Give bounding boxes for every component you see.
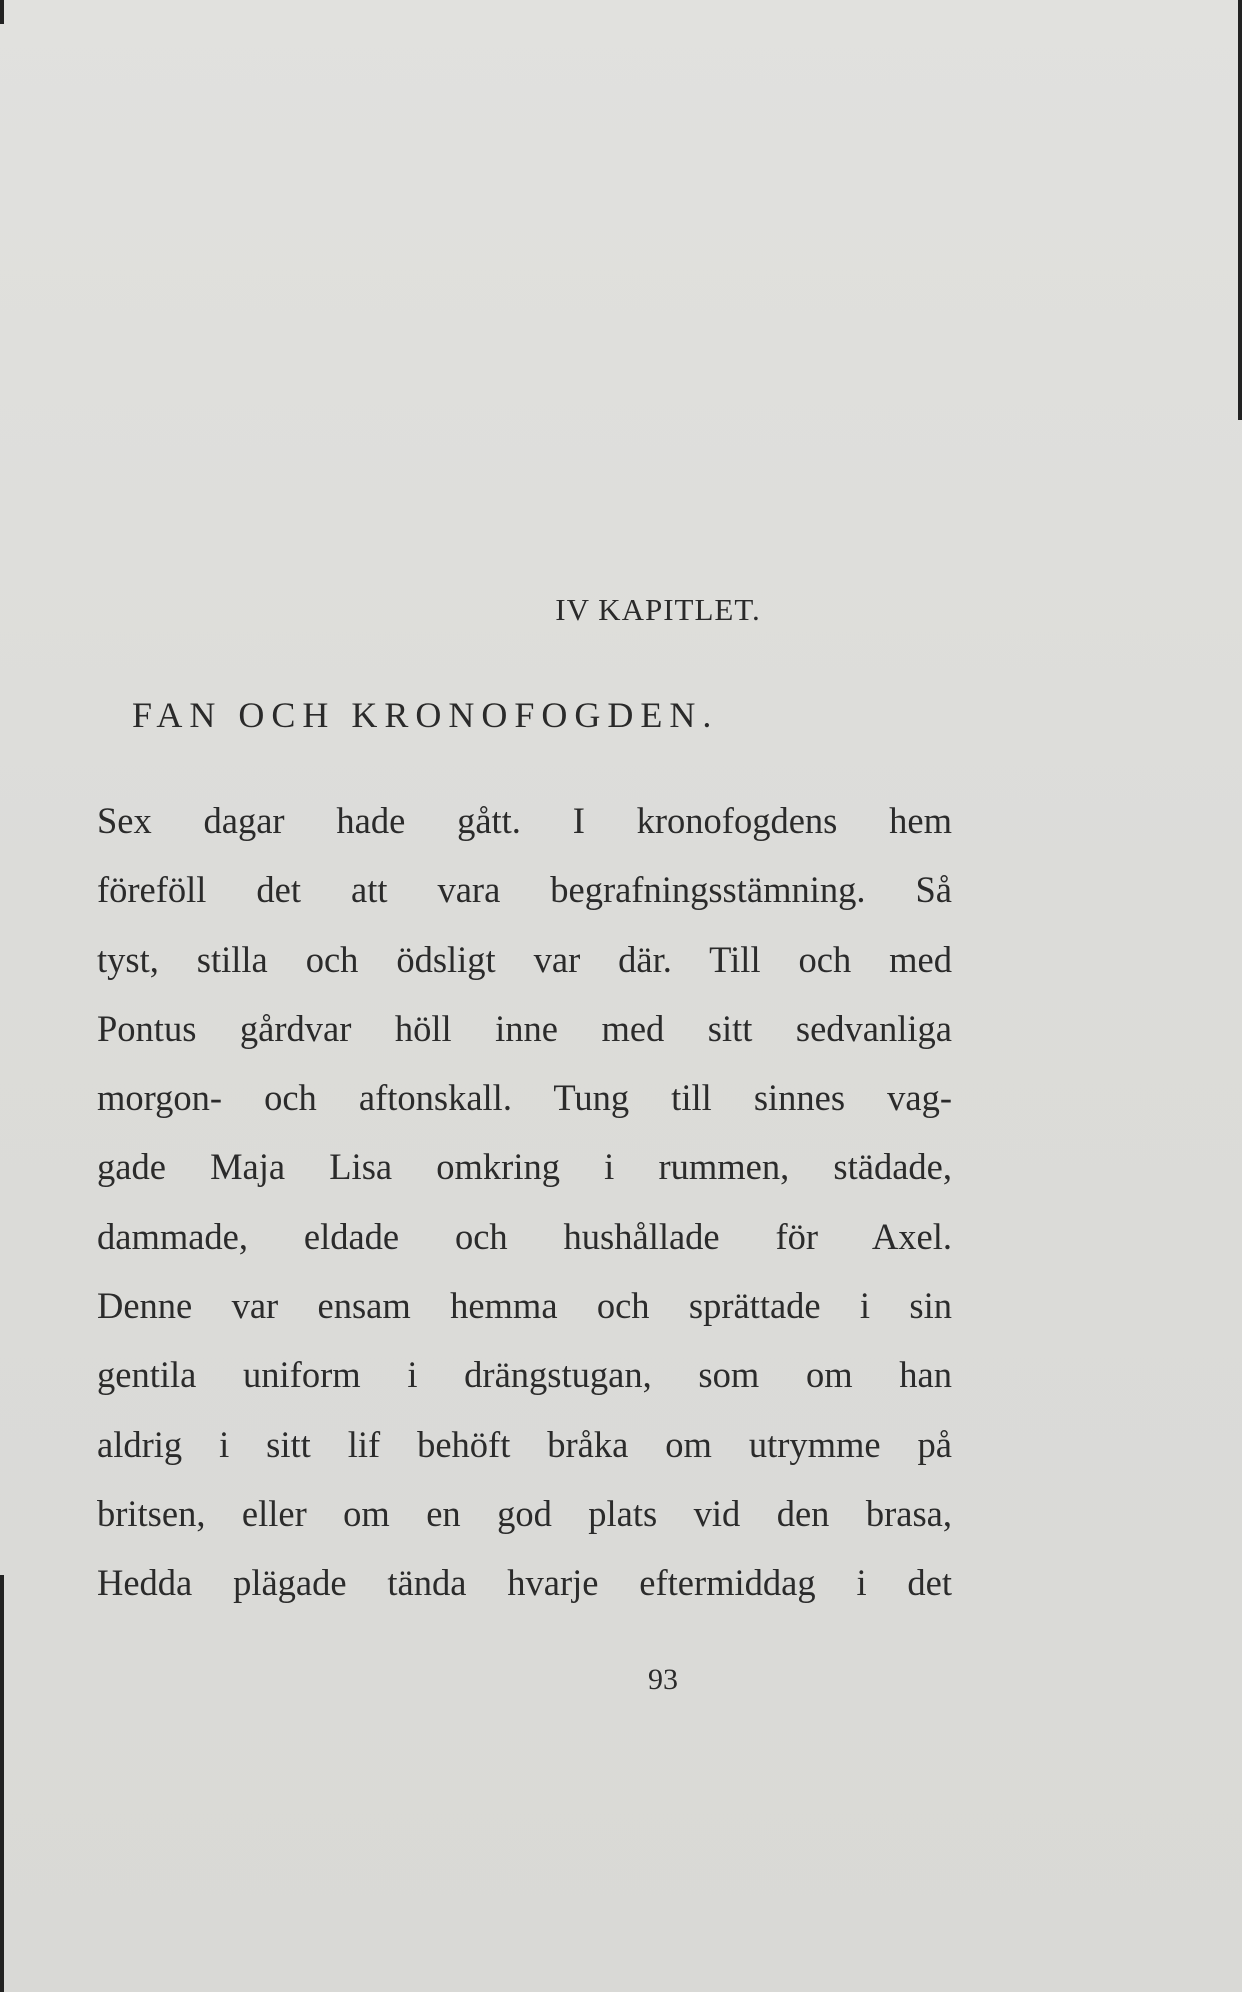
- text-line: aldrig i sitt lif behöft bråka om utrymme på: [97, 1423, 952, 1465]
- scan-edge-left-bottom: [0, 1575, 4, 1992]
- text-line: föreföll det att vara begrafningsstämning. Så: [97, 869, 952, 911]
- scan-edge-right: [1238, 0, 1242, 420]
- chapter-number: IV KAPITLET.: [555, 592, 761, 627]
- text-line: Denne var ensam hemma och sprättade i sin: [97, 1285, 952, 1327]
- text-line: Pontus gårdvar höll inne med sitt sedvanliga: [97, 1007, 952, 1049]
- page-number: 93: [648, 1663, 678, 1696]
- text-line: Hedda plägade tända hvarje eftermiddag i det: [97, 1562, 952, 1604]
- text-line: morgon- och aftonskall. Tung till sinnes vag-: [97, 1077, 952, 1119]
- chapter-title: FAN OCH KRONOFOGDEN.: [132, 695, 719, 735]
- text-line: britsen, eller om en god plats vid den brasa,: [97, 1492, 952, 1534]
- body-text: [97, 786, 952, 1618]
- text-line: dammade, eldade och hushållade för Axel.: [97, 1215, 952, 1257]
- text-line: Sex dagar hade gått. I kronofogdens hem: [97, 800, 952, 841]
- text-line: gentila uniform i drängstugan, som om han: [97, 1354, 952, 1396]
- text-line: gade Maja Lisa omkring i rummen, städade,: [97, 1146, 952, 1188]
- scan-edge-left-top: [0, 0, 4, 24]
- text-line: tyst, stilla och ödsligt var där. Till och med: [97, 938, 952, 980]
